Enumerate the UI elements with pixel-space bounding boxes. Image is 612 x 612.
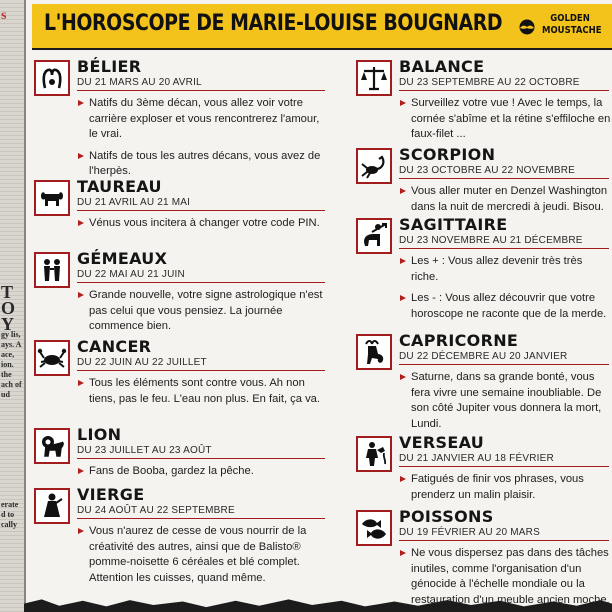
sign-name: VIERGE xyxy=(77,485,145,504)
sign-name: POISSONS xyxy=(399,507,494,526)
horoscope-text: Vous n'aurez de cesse de vous nourrir de la créativité des autres, ainsi que de Balisto® pomme-noisette 6 céréales et blé complet. Attention les cuisses, quand même. xyxy=(77,524,331,586)
sign-name: SAGITTAIRE xyxy=(399,215,508,234)
newspaper-strip xyxy=(0,0,26,612)
sign-dates: DU 24 AOÛT AU 22 SEPTEMBRE xyxy=(77,505,235,516)
sign-name: GÉMEAUX xyxy=(77,249,168,268)
sign-dates: DU 23 NOVEMBRE AU 21 DÉCEMBRE xyxy=(399,235,583,246)
sign-name: BÉLIER xyxy=(77,57,142,76)
sign-dates: DU 22 DÉCEMBRE AU 20 JANVIER xyxy=(399,351,568,362)
newspaper-fragment-top: s xyxy=(1,8,7,23)
horoscope-text: Fans de Booba, gardez la pêche. xyxy=(77,464,329,480)
horoscope-text: Les - : Vous allez découvrir que votre horoscope ne raconte que de la merde. xyxy=(399,291,611,322)
newspaper-fragment-headline: TO Y xyxy=(1,282,16,334)
horoscope-text: Ne vous dispersez pas dans des tâches inutiles, comme l'organisation d'un génocide à l'échelle mondiale ou la restauration d'un meuble ancien moche. xyxy=(399,546,611,608)
golden-moustache-logo xyxy=(516,10,606,44)
logo-line-moustache: MOUSTACHE xyxy=(542,25,602,36)
ram-icon xyxy=(34,60,70,96)
twins-icon xyxy=(34,252,70,288)
divider xyxy=(77,518,325,519)
sign-dates: DU 22 JUIN AU 22 JUILLET xyxy=(77,357,207,368)
newspaper-fragment-text: gy lis, ays. A ace, ion. the ach of ud xyxy=(1,330,22,399)
sign-dates: DU 19 FÉVRIER AU 20 MARS xyxy=(399,527,540,538)
horoscope-text: Natifs du 3ème décan, vous allez voir votre carrière exploser et vous rencontrerez l'amour, le vrai. xyxy=(77,96,329,143)
divider xyxy=(399,90,609,91)
sign-name: TAUREAU xyxy=(77,177,162,196)
divider xyxy=(77,90,325,91)
moustache-icon xyxy=(516,19,538,35)
horoscope-text: Fatigués de finir vos phrases, vous prenderz un malin plaisir. xyxy=(399,472,611,503)
sign-dates: DU 21 MARS AU 20 AVRIL xyxy=(77,77,202,88)
goat-icon xyxy=(356,334,392,370)
horoscope-text: Vous aller muter en Denzel Washington dans la nuit de mercredi à jeudi. Bisou. xyxy=(399,184,611,215)
divider xyxy=(399,178,609,179)
archer-icon xyxy=(356,218,392,254)
divider xyxy=(77,458,325,459)
sign-dates: DU 23 JUILLET AU 23 AOÛT xyxy=(77,445,212,456)
water-bearer-icon xyxy=(356,436,392,472)
logo-line-golden: GOLDEN xyxy=(550,13,590,24)
horoscope-text: Vénus vous incitera à changer votre code PIN. xyxy=(77,216,329,232)
sign-dates: DU 23 OCTOBRE AU 22 NOVEMBRE xyxy=(399,165,576,176)
sign-dates: DU 21 AVRIL AU 21 MAI xyxy=(77,197,191,208)
divider xyxy=(77,282,325,283)
divider xyxy=(399,540,609,541)
sign-name: CANCER xyxy=(77,337,152,356)
scales-icon xyxy=(356,60,392,96)
sign-name: CAPRICORNE xyxy=(399,331,519,350)
sign-name: SCORPION xyxy=(399,145,496,164)
newspaper-fragment-text: erate d to cally xyxy=(1,500,19,529)
lion-icon xyxy=(34,428,70,464)
bull-icon xyxy=(34,180,70,216)
sign-name: VERSEAU xyxy=(399,433,485,452)
crab-icon xyxy=(34,340,70,376)
sign-name: BALANCE xyxy=(399,57,485,76)
horoscope-text: Saturne, dans sa grande bonté, vous fera vivre une semaine inoubliable. De son côté Jupiter vous donnera la mort, Lundi. xyxy=(399,370,611,432)
divider xyxy=(399,364,609,365)
scorpion-icon xyxy=(356,148,392,184)
divider xyxy=(77,210,325,211)
horoscope-text: Les + : Vous allez devenir très très riche. xyxy=(399,254,611,285)
sign-dates: DU 23 SEPTEMBRE AU 22 OCTOBRE xyxy=(399,77,580,88)
divider xyxy=(399,466,609,467)
fish-icon xyxy=(356,510,392,546)
horoscope-text: Natifs de tous les autres décans, vous avez de l'herpès. xyxy=(77,149,329,180)
horoscope-text: Surveillez votre vue ! Avec le temps, la cornée s'abîme et la rétine s'effiloche en faux-filet ... xyxy=(399,96,611,143)
horoscope-text: Tous les éléments sont contre vous. Ah non tiens, pas le feu. L'eau non plus. En fait, ça va. xyxy=(77,376,329,407)
virgo-icon xyxy=(34,488,70,524)
header-band xyxy=(32,4,612,50)
sign-dates: DU 21 JANVIER AU 18 FÉVRIER xyxy=(399,453,554,464)
horoscope-text: Grande nouvelle, votre signe astrologique n'est pas celui que vous pensiez. La journée commence bien. xyxy=(77,288,329,335)
sign-name: LION xyxy=(77,425,122,444)
sign-dates: DU 22 MAI AU 21 JUIN xyxy=(77,269,185,280)
divider xyxy=(77,370,325,371)
page-title: L'HOROSCOPE DE MARIE-LOUISE BOUGNARD xyxy=(44,11,503,36)
divider xyxy=(399,248,609,249)
